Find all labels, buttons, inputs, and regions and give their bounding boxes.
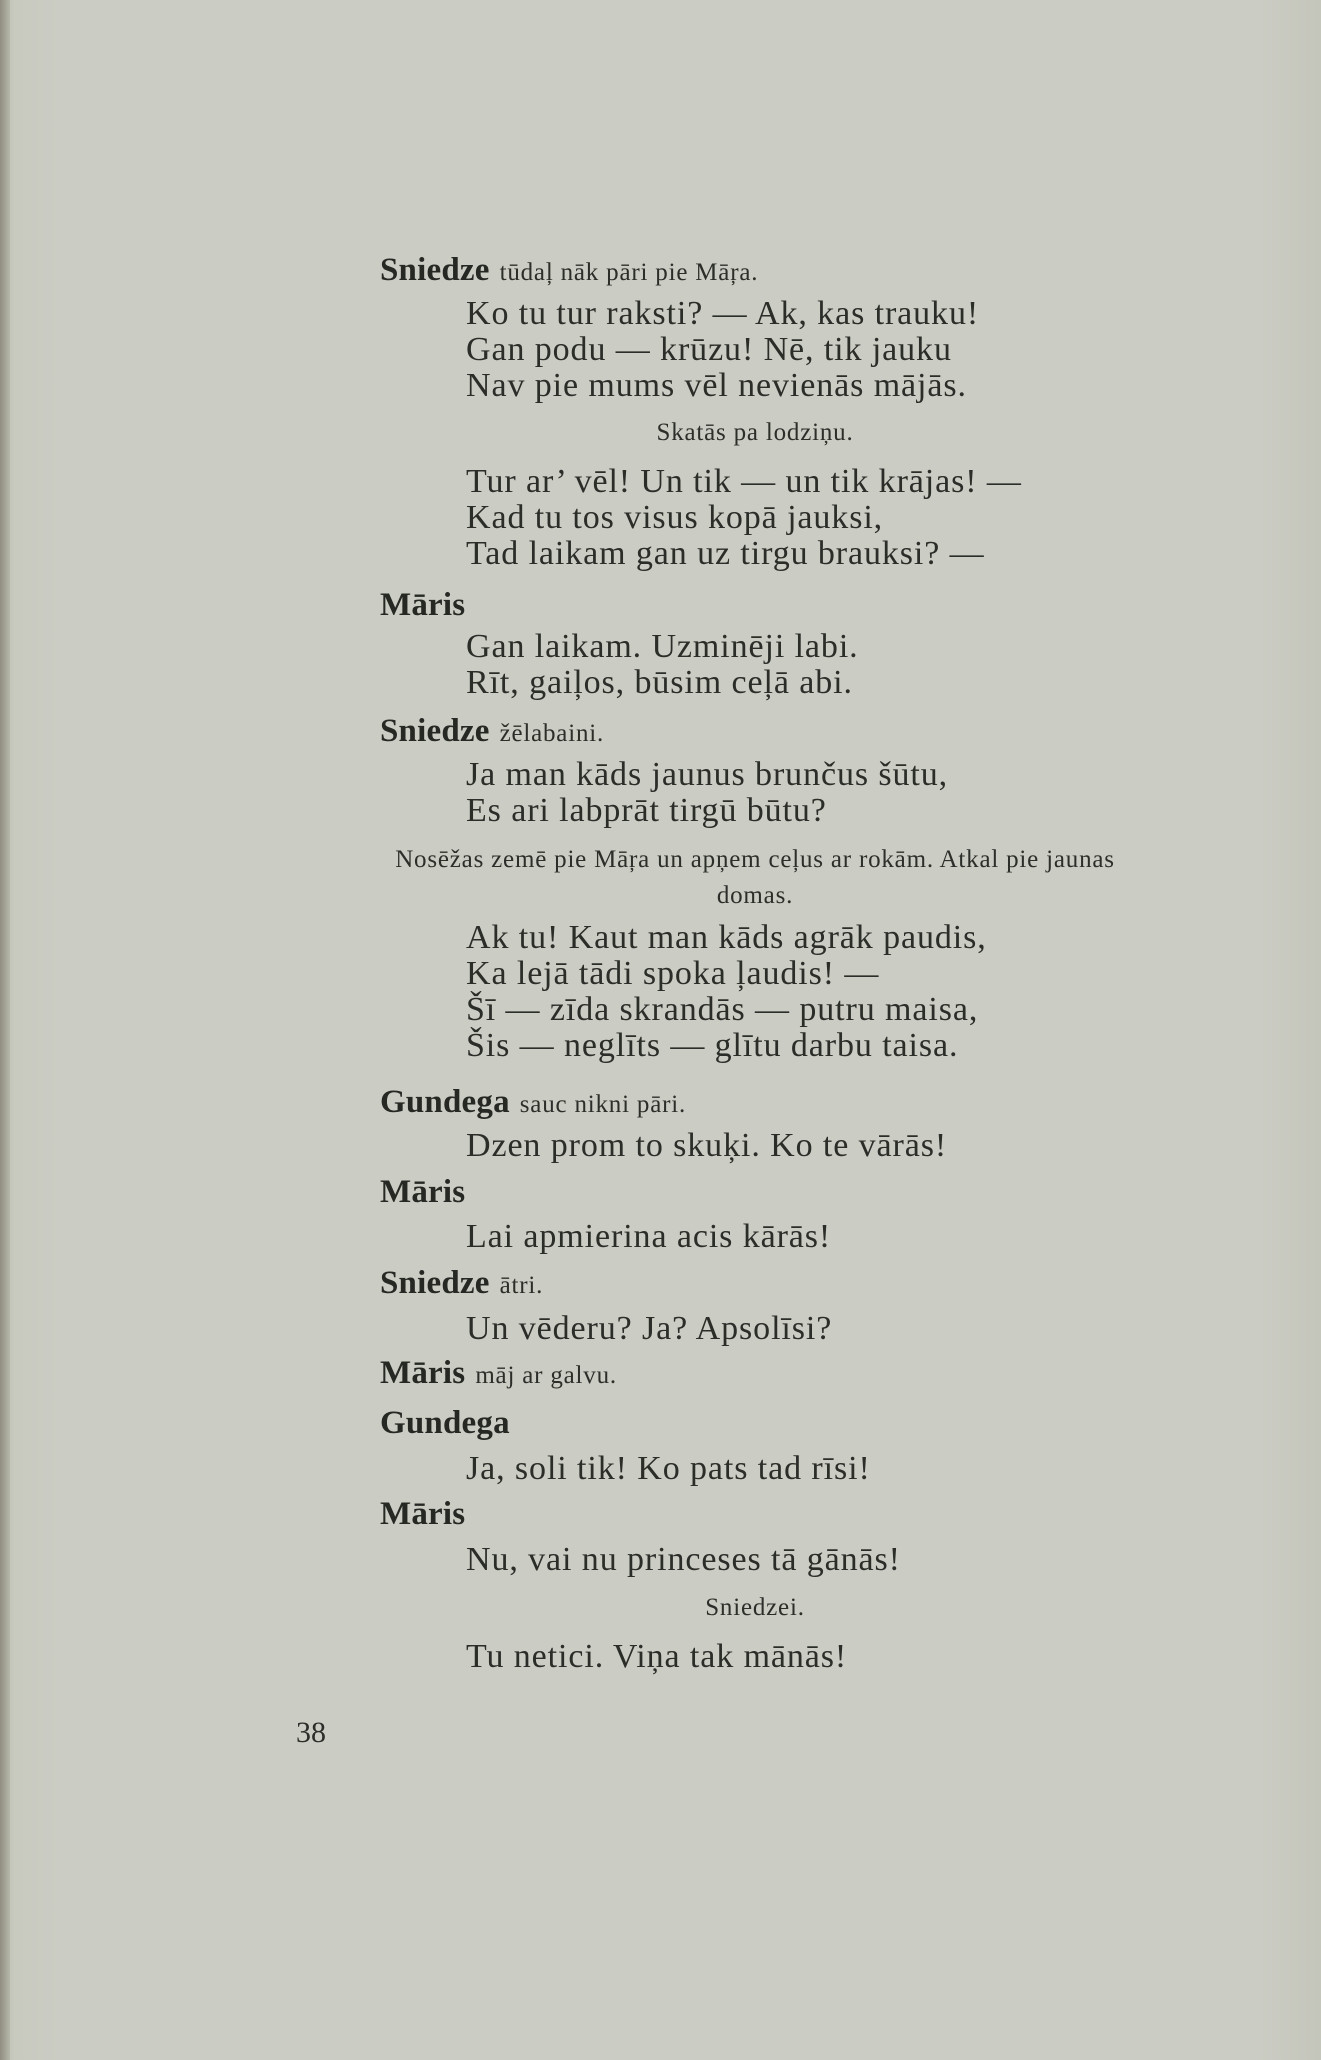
- stage-direction: tūdaļ nāk pāri pie Māŗa.: [499, 259, 759, 286]
- speaker-name: Gundega: [380, 1084, 510, 1120]
- speaker-name: Māris: [380, 1174, 466, 1210]
- verse-line: Un vēderu? Ja? Apsolīsi?: [466, 1310, 833, 1347]
- verse-line: Ko tu tur raksti? — Ak, kas trauku!: [466, 295, 980, 332]
- verse-line: Dzen prom to skuķi. Ko te vārās!: [466, 1127, 948, 1164]
- speaker-name: Māris: [380, 1496, 466, 1532]
- speaker-name: Sniedze: [380, 713, 490, 749]
- speaker-line: [380, 1405, 510, 1442]
- speaker-line: [380, 1355, 617, 1392]
- verse-line: Nav pie mums vēl nevienās mājās.: [466, 367, 967, 404]
- verse-line: Šī — zīda skrandās — putru maisa,: [466, 991, 979, 1028]
- speaker-line: [380, 1496, 465, 1533]
- verse-line: Tad laikam gan uz tirgu brauksi? —: [466, 535, 985, 572]
- verse-line: Nu, vai nu princeses tā gānās!: [466, 1541, 901, 1578]
- verse-line: Gan laikam. Uzminēji labi.: [466, 628, 859, 665]
- page-number: 38: [296, 1716, 326, 1749]
- verse-line: Šis — neglīts — glītu darbu taisa.: [466, 1027, 959, 1064]
- stage-direction: [290, 842, 1220, 914]
- verse-line: Ka lejā tādi spoka ļaudis! —: [466, 955, 880, 992]
- stage-direction: Sniedzei.: [705, 1594, 805, 1621]
- stage-direction: māj ar galvu.: [475, 1362, 617, 1389]
- stage-direction: sauc nikni pāri.: [519, 1091, 687, 1118]
- page-spine-shadow: [0, 0, 10, 2060]
- stage-direction: žēlabaini.: [499, 720, 605, 747]
- speaker-line: [380, 1084, 686, 1121]
- speaker-line: [380, 713, 604, 750]
- speaker-name: Māris: [380, 587, 466, 623]
- verse-line: Rīt, gaiļos, būsim ceļā abi.: [466, 664, 853, 701]
- verse-line: Tu netici. Viņa tak mānās!: [466, 1638, 848, 1675]
- speaker-line: [380, 1174, 465, 1211]
- verse-line: Ja man kāds jaunus brunčus šūtu,: [466, 756, 949, 793]
- speaker-name: Sniedze: [380, 1265, 490, 1301]
- speaker-line: [380, 252, 758, 289]
- speaker-name: Gundega: [380, 1405, 510, 1441]
- speaker-line: [380, 587, 465, 624]
- verse-line: Ak tu! Kaut man kāds agrāk paudis,: [466, 919, 987, 956]
- verse-line: Gan podu — krūzu! Nē, tik jauku: [466, 331, 952, 368]
- stage-direction-line: domas.: [716, 882, 794, 909]
- speaker-name: Māris: [380, 1355, 466, 1391]
- verse-line: Lai apmierina acis kārās!: [466, 1218, 832, 1255]
- stage-direction: Skatās pa lodziņu.: [656, 419, 854, 446]
- verse-line: Tur ar’ vēl! Un tik — un tik krājas! —: [466, 463, 1022, 500]
- verse-line: Es ari labprāt tirgū būtu?: [466, 792, 827, 829]
- stage-direction: ātri.: [499, 1272, 544, 1299]
- verse-line: Kad tu tos visus kopā jauksi,: [466, 499, 884, 536]
- speaker-name: Sniedze: [380, 252, 490, 288]
- verse-line: Ja, soli tik! Ko pats tad rīsi!: [466, 1450, 871, 1487]
- stage-direction-line: Nosēžas zemē pie Māŗa un apņem ceļus ar rokām. Atkal pie jaunas: [395, 846, 1115, 873]
- speaker-line: [380, 1265, 543, 1302]
